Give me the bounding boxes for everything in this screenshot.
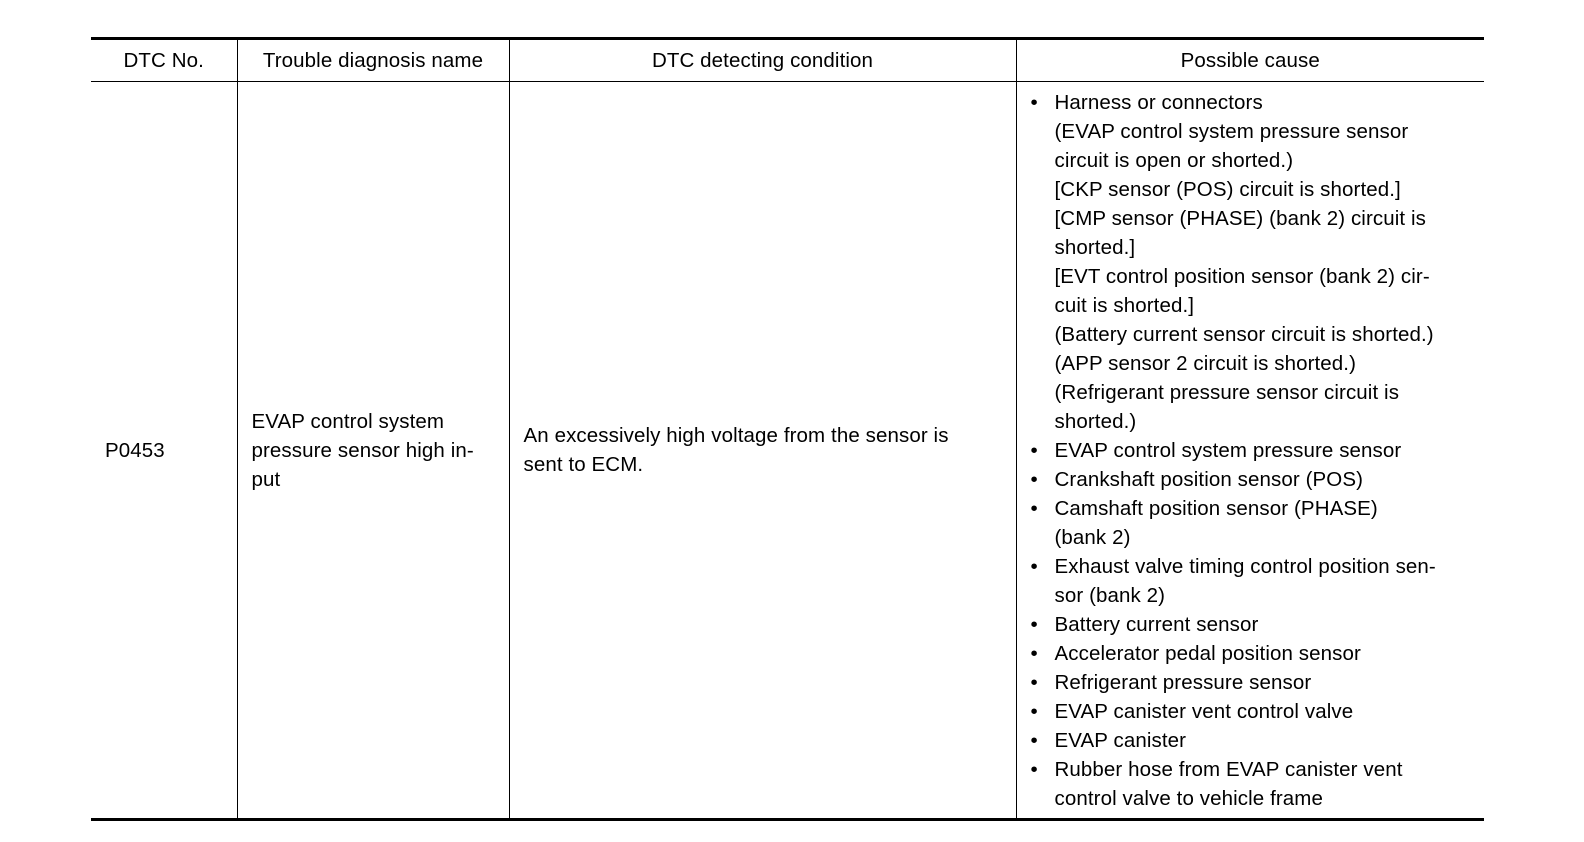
bullet-icon: • [1030,700,1038,723]
cause-line: Exhaust valve timing control position sen- [1054,555,1436,578]
header-dtc-detecting-condition: DTC detecting condition [509,39,1016,82]
detecting-condition-cell [509,82,1016,820]
cause-item [1031,88,1477,436]
bullet-icon: • [1030,613,1038,636]
cause-line: Crankshaft position sensor (POS) [1054,468,1364,491]
cause-line: shorted.) [1054,410,1137,433]
cause-line: Camshaft position sensor (PHASE) [1054,497,1378,520]
cause-line: [CKP sensor (POS) circuit is shorted.] [1054,178,1401,201]
condition-line: An excessively high voltage from the sensor is [523,424,949,447]
cause-line: (APP sensor 2 circuit is shorted.) [1054,352,1357,375]
bullet-icon: • [1030,555,1038,578]
cause-item [1031,726,1477,755]
name-line: EVAP control system [251,409,445,433]
cause-line: Accelerator pedal position sensor [1054,642,1361,665]
bullet-icon: • [1030,91,1038,114]
condition-line: sent to ECM. [523,453,644,476]
name-line: put [251,467,281,491]
cause-item [1031,494,1477,552]
cause-line: (bank 2) [1054,526,1131,549]
header-trouble-diagnosis-name: Trouble diagnosis name [237,39,509,82]
dtc-table [91,37,1484,821]
cause-item [1031,697,1477,726]
bullet-icon: • [1030,497,1038,520]
bullet-icon: • [1030,468,1038,491]
cause-line: Refrigerant pressure sensor [1054,671,1312,694]
cause-line: EVAP canister vent control valve [1054,700,1354,723]
cause-item [1031,436,1477,465]
cause-line: [CMP sensor (PHASE) (bank 2) circuit is [1054,207,1426,230]
cause-line: control valve to vehicle frame [1054,787,1323,810]
header-row [91,39,1484,82]
cause-line: [EVT control position sensor (bank 2) cir- [1054,265,1430,288]
header-possible-cause: Possible cause [1016,39,1484,82]
header-dtc-no: DTC No. [91,39,237,82]
cause-item [1031,610,1477,639]
bullet-icon: • [1030,729,1038,752]
cause-item [1031,755,1477,813]
cause-item [1031,639,1477,668]
table-row [91,82,1484,820]
cause-line: Battery current sensor [1054,613,1259,636]
name-line: pressure sensor high in- [251,438,474,462]
cause-line: circuit is open or shorted.) [1054,149,1294,172]
cause-line: Rubber hose from EVAP canister vent [1054,758,1403,781]
dtc-number-cell: P0453 [91,82,237,820]
cause-line: cuit is shorted.] [1054,294,1195,317]
cause-line: (Refrigerant pressure sensor circuit is [1054,381,1400,404]
cause-item [1031,465,1477,494]
cause-line: shorted.] [1054,236,1136,259]
cause-line: (Battery current sensor circuit is shorted.) [1054,323,1434,346]
possible-cause-cell [1016,82,1484,820]
possible-cause-list [1031,88,1477,813]
cause-item [1031,668,1477,697]
table-body [91,82,1484,820]
cause-line: Harness or connectors [1054,91,1263,114]
cause-item [1031,552,1477,610]
cause-line: EVAP control system pressure sensor [1054,439,1402,462]
table-header [91,39,1484,82]
cause-line: (EVAP control system pressure sensor [1054,120,1409,143]
bullet-icon: • [1030,642,1038,665]
bullet-icon: • [1030,671,1038,694]
cause-line: sor (bank 2) [1054,584,1166,607]
trouble-diagnosis-name-cell [237,82,509,820]
bullet-icon: • [1030,758,1038,781]
cause-line: EVAP canister [1054,729,1187,752]
bullet-icon: • [1030,439,1038,462]
